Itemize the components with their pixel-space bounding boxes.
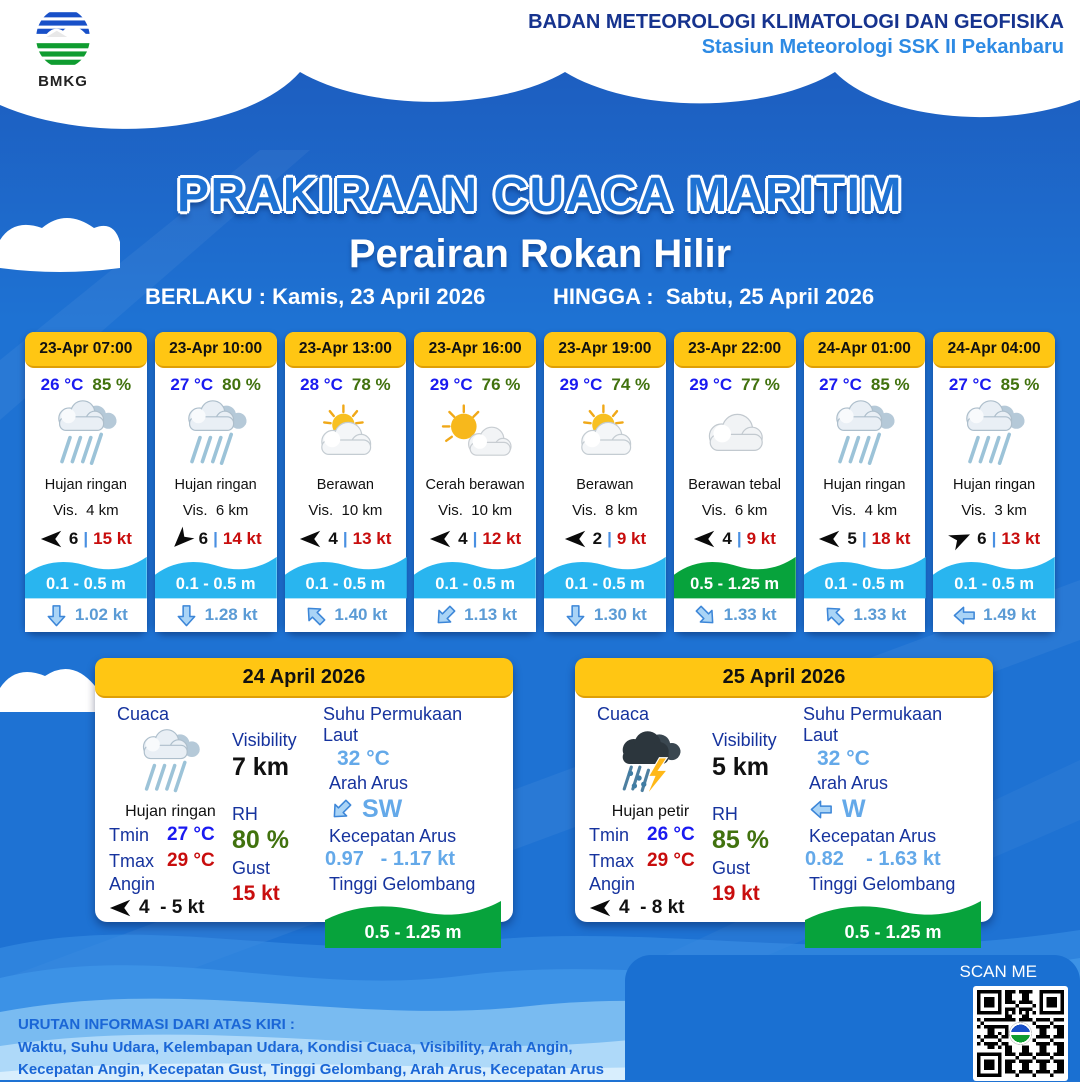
wind-divider: |: [861, 529, 867, 548]
daily-wind-speed: 4 - 5 kt: [139, 897, 205, 918]
hourly-card-datetime: 23-Apr 16:00: [414, 332, 536, 368]
tmax-value: 29 °C: [647, 850, 695, 871]
wind-info: [25, 527, 147, 551]
daily-visibility-value: 5 km: [711, 753, 769, 781]
wind-speed: 4: [458, 529, 468, 548]
visibility-label: Vis.: [308, 502, 334, 519]
daily-current-direction-icon: [324, 792, 359, 827]
visibility-value: 3 km: [994, 502, 1027, 519]
weather-icon: [285, 396, 407, 476]
weather-icon: [674, 396, 796, 476]
footer-legend: [18, 1014, 604, 1082]
visibility-value: 10 km: [341, 502, 383, 519]
kecepatan-arus-label: Kecepatan Arus: [809, 826, 937, 846]
current-speed: 1.40 kt: [334, 605, 388, 625]
visibility-label: Vis.: [961, 502, 987, 519]
daily-wind-info: [589, 895, 712, 921]
daily-gust-value: 19 kt: [711, 882, 760, 905]
daily-wave-height-value: 0.5 - 1.25 m: [844, 922, 942, 942]
wind-gust: 15 kt: [93, 529, 132, 548]
weather-icon: [544, 396, 666, 476]
wind-info: [155, 527, 277, 551]
current-direction: [809, 795, 981, 824]
daily-wave-height-badge: [325, 898, 501, 948]
relative-humidity: 85 %: [870, 375, 910, 394]
daily-current-speed: 0.97 - 1.17 kt: [325, 848, 456, 870]
wind-gust: 14 kt: [222, 529, 262, 548]
visibility: [933, 502, 1055, 519]
current-direction-icon: [563, 603, 588, 628]
visibility: [155, 502, 277, 519]
footer-legend-title: URUTAN INFORMASI DARI ATAS KIRI :: [18, 1016, 295, 1033]
relative-humidity: 76 %: [481, 375, 521, 394]
angin-label: Angin: [109, 874, 156, 894]
wave-height-value: 0.1 - 0.5 m: [175, 575, 256, 594]
footer-legend-line3: Kecepatan Angin, Kecepatan Gust, Tinggi Gelombang, Arah Arus, Kecepatan Arus: [18, 1061, 604, 1078]
bmkg-logo-icon: [32, 6, 94, 70]
rh-label: RH: [231, 804, 258, 824]
tmin-value: 27 °C: [167, 824, 215, 845]
visibility-value: 10 km: [471, 502, 513, 519]
current-direction-icon: [952, 603, 977, 628]
hourly-card-datetime: 23-Apr 07:00: [25, 332, 147, 368]
current-info: [155, 598, 277, 632]
daily-wind-direction-icon: [109, 896, 133, 920]
hourly-card-datetime: 24-Apr 01:00: [804, 332, 926, 368]
arah-arus-label: Arah Arus: [329, 773, 409, 793]
wind-divider: |: [83, 529, 89, 548]
wind-speed: 4: [328, 529, 338, 548]
hourly-card-datetime: 24-Apr 04:00: [933, 332, 1055, 368]
gust-label: Gust: [231, 858, 270, 878]
arah-arus-label: Arah Arus: [809, 773, 889, 793]
hourly-forecast-card: [933, 332, 1055, 632]
weather-condition: Hujan ringan: [823, 477, 906, 493]
wind-divider: |: [342, 529, 348, 548]
org-name: BADAN METEOROLOGI KLIMATOLOGI DAN GEOFISIKA: [528, 11, 1064, 33]
visibility: [674, 502, 796, 519]
daily-weather-condition: Hujan ringan: [125, 803, 216, 820]
angin-label: Angin: [589, 874, 636, 894]
daily-weather-icon: [589, 725, 712, 803]
visibility-label: Vis.: [438, 502, 463, 519]
daily-weather-condition: Hujan petir: [611, 803, 690, 820]
validity-to-value: Sabtu, 25 April 2026: [665, 284, 875, 309]
current-direction: [329, 795, 501, 824]
wind-divider: |: [213, 529, 218, 548]
air-temperature: 29 °C: [689, 375, 733, 394]
tmin-value: 26 °C: [647, 824, 695, 845]
qr-code: [973, 986, 1068, 1081]
visibility-label: Visibility: [231, 730, 297, 750]
wind-info: [544, 527, 666, 551]
wind-direction-icon: [429, 527, 453, 551]
weather-condition: Hujan ringan: [44, 477, 127, 493]
wind-gust: 12 kt: [482, 529, 522, 548]
org-header: [528, 10, 1064, 60]
current-info: [414, 598, 536, 632]
validity-to-label: HINGGA :: [553, 284, 666, 309]
bmkg-logo: [20, 6, 106, 90]
daily-weather-icon: [109, 725, 232, 803]
current-direction-icon: [174, 603, 199, 628]
daily-forecast-card: [575, 658, 993, 942]
air-temperature: 29 °C: [429, 375, 473, 394]
visibility-value: 6 km: [734, 502, 768, 519]
wind-direction-icon: [564, 527, 588, 551]
relative-humidity: 78 %: [351, 375, 391, 394]
current-direction-icon: [428, 598, 463, 633]
visibility-value: 6 km: [215, 502, 249, 519]
validity-from-value: Kamis, 23 April 2026: [272, 284, 486, 309]
tmin-label: Tmin: [109, 824, 149, 845]
current-info: [804, 598, 926, 632]
sst-value: 32 °C: [817, 747, 870, 770]
visibility-value: 4 km: [86, 502, 119, 519]
weather-icon: [155, 396, 277, 476]
current-speed: 1.33 kt: [723, 605, 777, 625]
visibility-value: 8 km: [605, 502, 638, 519]
wind-direction-icon: [693, 527, 717, 551]
air-temperature: 27 °C: [948, 375, 992, 394]
wave-height-value: 0.1 - 0.5 m: [824, 575, 905, 594]
visibility-label: Vis.: [182, 502, 208, 519]
weather-icon: [804, 396, 926, 476]
wave-height-value: 0.1 - 0.5 m: [954, 575, 1035, 594]
current-info: [933, 598, 1055, 632]
daily-wind-speed: 4 - 8 kt: [619, 897, 685, 918]
wind-info: [674, 527, 796, 551]
visibility: [804, 502, 926, 519]
weather-condition: Hujan ringan: [953, 477, 1036, 493]
current-info: [285, 598, 407, 632]
wind-divider: |: [472, 529, 478, 548]
tmin-label: Tmin: [589, 824, 629, 845]
wind-gust: 18 kt: [871, 529, 911, 548]
tmax-label: Tmax: [589, 850, 634, 871]
relative-humidity: 85 %: [1000, 375, 1040, 394]
wind-divider: |: [991, 529, 997, 548]
current-speed: 1.33 kt: [853, 605, 907, 625]
wind-info: [933, 527, 1055, 551]
relative-humidity: 74 %: [611, 375, 651, 394]
sst-label: Suhu Permukaan Laut: [803, 704, 943, 745]
wave-height-band: [804, 551, 926, 598]
visibility-value: 4 km: [864, 502, 898, 519]
visibility-label: Vis.: [572, 502, 597, 519]
wind-speed: 6: [977, 529, 987, 548]
wind-speed: 4: [722, 529, 732, 548]
daily-card-date: 25 April 2026: [575, 658, 993, 698]
current-info: [544, 598, 666, 632]
validity-from: [145, 284, 485, 310]
tmax-value: 29 °C: [167, 850, 215, 871]
visibility: [285, 502, 407, 519]
wave-height-band: [414, 551, 536, 598]
wave-height-value: 0.5 - 1.25 m: [690, 575, 780, 594]
current-info: [25, 598, 147, 632]
gust-label: Gust: [711, 858, 750, 878]
validity-from-label: BERLAKU :: [145, 284, 273, 309]
validity-to: [553, 284, 874, 310]
visibility: [25, 502, 147, 519]
wind-speed: 2: [592, 529, 603, 548]
cuaca-label: Cuaca: [597, 704, 650, 724]
daily-card-date: 24 April 2026: [95, 658, 513, 698]
hourly-forecast-card: [285, 332, 407, 632]
air-temperature: 27 °C: [819, 375, 862, 394]
weather-icon: [25, 396, 147, 476]
visibility-label: Vis.: [701, 502, 727, 519]
daily-wind-info: [109, 895, 232, 921]
hourly-card-datetime: 23-Apr 13:00: [285, 332, 407, 368]
daily-visibility-value: 7 km: [231, 753, 289, 781]
gelombang-label: Tinggi Gelombang: [809, 874, 956, 894]
wind-direction-icon: [299, 527, 323, 551]
rh-label: RH: [711, 804, 738, 824]
wind-info: [804, 527, 926, 551]
hourly-card-datetime: 23-Apr 19:00: [544, 332, 666, 368]
daily-gust-value: 15 kt: [231, 882, 280, 905]
daily-forecast-card: [95, 658, 513, 942]
weather-condition: Hujan ringan: [174, 477, 257, 493]
wave-height-value: 0.1 - 0.5 m: [564, 575, 645, 594]
sst-label: Suhu Permukaan Laut: [323, 704, 463, 745]
scan-me-label: SCAN ME: [959, 962, 1037, 981]
wind-info: [414, 527, 536, 551]
hourly-card-datetime: 23-Apr 10:00: [155, 332, 277, 368]
wind-direction-icon: [818, 527, 842, 551]
wave-height-band: [544, 551, 666, 598]
daily-wave-height-badge: [805, 898, 981, 948]
air-temperature: 27 °C: [170, 375, 214, 394]
daily-wind-direction-icon: [589, 896, 613, 920]
weather-icon: [933, 396, 1055, 476]
weather-condition: Berawan: [316, 477, 374, 493]
current-direction-icon: [687, 598, 722, 633]
visibility-label: Visibility: [711, 730, 777, 750]
gelombang-label: Tinggi Gelombang: [329, 874, 476, 894]
wave-height-value: 0.1 - 0.5 m: [435, 575, 516, 594]
air-temperature: 26 °C: [40, 375, 84, 394]
daily-current-direction-text: SW: [362, 795, 403, 823]
weather-condition: Berawan: [576, 477, 634, 493]
weather-icon: [414, 396, 536, 476]
hourly-forecast-card: [25, 332, 147, 632]
current-speed: 1.28 kt: [204, 605, 258, 625]
hourly-forecast-card: [674, 332, 796, 632]
wind-gust: 13 kt: [1001, 529, 1041, 548]
current-speed: 1.30 kt: [593, 605, 647, 625]
relative-humidity: 77 %: [741, 375, 780, 394]
daily-current-speed: 0.82 - 1.63 kt: [805, 848, 941, 870]
current-speed: 1.49 kt: [983, 605, 1037, 625]
wind-direction-icon: [40, 527, 64, 551]
footer-legend-line2: Waktu, Suhu Udara, Kelembapan Udara, Kondisi Cuaca, Visibility, Arah Angin,: [18, 1038, 573, 1056]
wind-gust: 9 kt: [746, 529, 776, 548]
bmkg-logo-text: BMKG: [38, 73, 88, 90]
weather-condition: Cerah berawan: [425, 477, 525, 493]
current-direction-icon: [44, 603, 69, 628]
current-info: [674, 598, 796, 632]
wind-speed: 5: [847, 529, 857, 548]
wind-speed: 6: [198, 529, 209, 548]
hourly-forecast-row: [25, 332, 1055, 632]
kecepatan-arus-label: Kecepatan Arus: [329, 826, 457, 846]
cuaca-label: Cuaca: [117, 704, 170, 724]
wave-height-band: [285, 551, 407, 598]
wind-gust: 9 kt: [616, 529, 647, 548]
wind-speed: 6: [68, 529, 79, 548]
qr-panel: [625, 955, 1080, 1080]
relative-humidity: 85 %: [92, 375, 132, 394]
wave-height-band: [25, 551, 147, 598]
daily-wave-height-value: 0.5 - 1.25 m: [364, 922, 462, 942]
daily-current-direction-icon: [809, 797, 834, 822]
current-speed: 1.13 kt: [464, 605, 518, 625]
hourly-forecast-card: [804, 332, 926, 632]
wind-divider: |: [736, 529, 742, 548]
hourly-card-datetime: 23-Apr 22:00: [674, 332, 796, 368]
wave-height-band: [933, 551, 1055, 598]
wave-height-value: 0.1 - 0.5 m: [45, 575, 126, 594]
visibility-label: Vis.: [831, 502, 857, 519]
visibility: [414, 502, 536, 519]
visibility: [544, 502, 666, 519]
current-direction-icon: [298, 598, 333, 633]
wave-height-band: [155, 551, 277, 598]
hourly-forecast-card: [414, 332, 536, 632]
wind-info: [285, 527, 407, 551]
sst-value: 32 °C: [337, 747, 390, 770]
air-temperature: 28 °C: [300, 375, 343, 394]
wind-divider: |: [607, 529, 612, 548]
visibility-label: Vis.: [53, 502, 78, 519]
daily-forecast-row: [95, 658, 993, 942]
wave-height-value: 0.1 - 0.5 m: [305, 575, 386, 594]
wave-height-band: [674, 551, 796, 598]
page-title: PRAKIRAAN CUACA MARITIM: [177, 169, 903, 222]
hourly-forecast-card: [544, 332, 666, 632]
daily-current-direction-text: W: [842, 795, 866, 823]
station-name: Stasiun Meteorologi SSK II Pekanbaru: [701, 36, 1064, 58]
current-speed: 1.02 kt: [74, 605, 128, 625]
wind-gust: 13 kt: [352, 529, 392, 548]
weather-condition: Berawan tebal: [688, 477, 781, 493]
daily-rh-value: 80 %: [231, 826, 289, 854]
tmax-label: Tmax: [109, 850, 154, 871]
current-direction-icon: [817, 598, 852, 633]
air-temperature: 29 °C: [559, 375, 603, 394]
hourly-forecast-card: [155, 332, 277, 632]
page-subtitle: Perairan Rokan Hilir: [348, 232, 732, 276]
daily-rh-value: 85 %: [711, 826, 769, 854]
relative-humidity: 80 %: [222, 375, 261, 394]
